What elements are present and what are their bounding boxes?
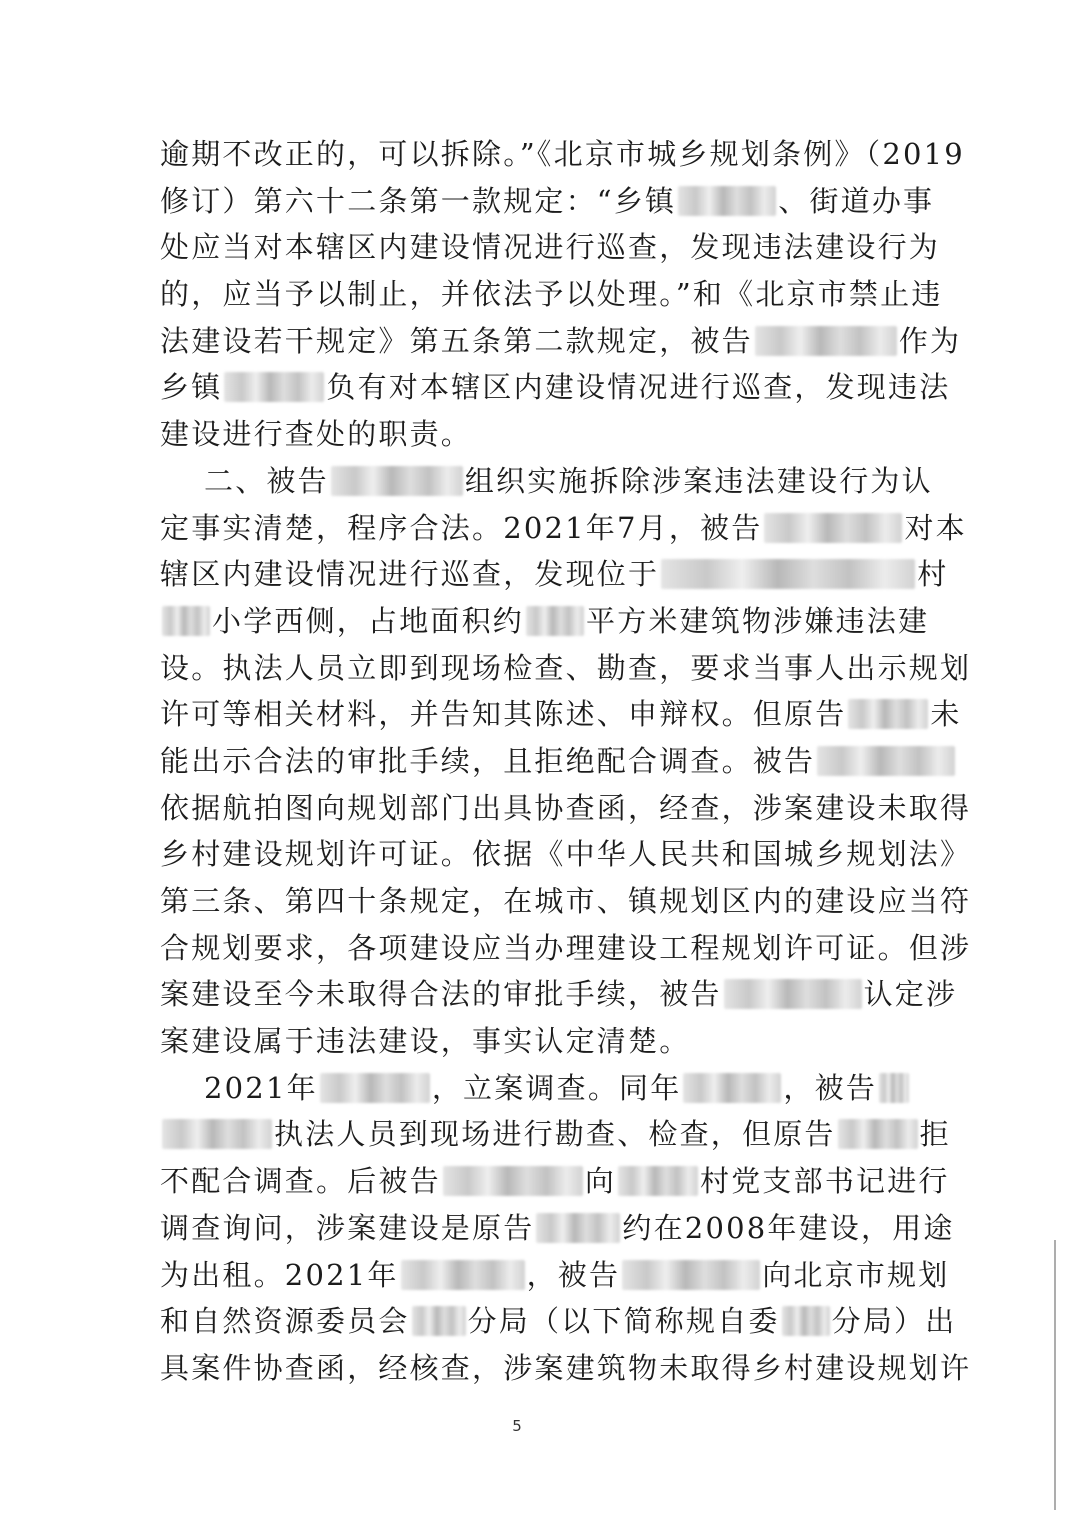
- redaction-blur: [331, 466, 463, 496]
- text-line: [160, 224, 941, 271]
- line-text: 向北京市规划: [762, 1257, 950, 1292]
- text-line: [160, 645, 972, 692]
- line-text: 处应当对本辖区内建设情况进行巡查，发现违法建设行为: [160, 230, 941, 265]
- text-line: [160, 131, 965, 178]
- redaction-blur: [443, 1166, 583, 1196]
- line-text: 二、被告: [204, 463, 329, 498]
- line-text: 拒: [919, 1117, 951, 1152]
- redaction-blur: [162, 606, 210, 636]
- line-text: 2021年: [204, 1070, 318, 1105]
- line-text: 建设进行查处的职责。: [160, 417, 473, 452]
- line-text: 负有对本辖区内建设情况进行巡查，发现违法: [326, 370, 951, 405]
- text-line: [160, 551, 949, 598]
- redaction-blur: [401, 1260, 525, 1290]
- line-text: 乡村建设规划许可证。依据《中华人民共和国城乡规划法》: [160, 837, 972, 872]
- line-text: 、街道办事: [778, 183, 935, 218]
- text-line: [160, 925, 972, 972]
- line-text: 村: [917, 557, 949, 592]
- redaction-blur: [848, 699, 928, 729]
- text-line: [160, 1111, 951, 1158]
- line-text: 平方米建筑物涉嫌违法建: [586, 603, 930, 638]
- line-text: 案建设属于违法建设，事实认定清楚。: [160, 1024, 691, 1059]
- text-line: [160, 1345, 972, 1392]
- line-text: 逾期不改正的，可以拆除。”《北京市城乡规划条例》（2019: [160, 137, 965, 171]
- line-text: 对本: [904, 510, 967, 545]
- line-text: 合规划要求，各项建设应当办理建设工程规划许可证。但涉: [160, 930, 972, 965]
- redaction-blur: [817, 746, 955, 776]
- text-line: [160, 318, 962, 365]
- redaction-blur: [755, 326, 897, 356]
- line-text: 调查询问，涉案建设是原告: [160, 1210, 535, 1245]
- text-line: [160, 1065, 920, 1112]
- text-line: [160, 178, 935, 225]
- line-text: 村党支部书记进行: [700, 1164, 950, 1199]
- text-line: [160, 1018, 920, 1065]
- redaction-blur: [879, 1073, 909, 1103]
- page-number: 5: [512, 1417, 522, 1435]
- line-text: 具案件协查函，经核查，涉案建筑物未取得乡村建设规划许: [160, 1350, 972, 1385]
- line-text: 辖区内建设情况进行巡查，发现位于: [160, 557, 660, 592]
- line-text: 依据航拍图向规划部门出具协查函，经查，涉案建设未取得: [160, 790, 972, 825]
- line-text: 许可等相关材料，并告知其陈述、申辩权。但原告: [160, 697, 847, 732]
- line-text: 和自然资源委员会: [160, 1304, 410, 1339]
- redaction-blur: [764, 513, 902, 543]
- line-text: 认定涉: [863, 977, 958, 1012]
- text-line: [160, 878, 972, 925]
- line-text: 约在2008年建设，用途: [622, 1210, 955, 1245]
- redaction-blur: [320, 1073, 430, 1103]
- text-line: [160, 1158, 950, 1205]
- line-text: 执法人员到现场进行勘查、检查，但原告: [274, 1117, 836, 1152]
- text-line: [160, 691, 962, 738]
- redaction-blur: [661, 559, 915, 589]
- text-line: [160, 785, 972, 832]
- redaction-blur: [224, 372, 324, 402]
- line-text: 分局（以下简称规自委: [467, 1304, 780, 1339]
- text-line: [160, 1252, 950, 1299]
- document-body: [160, 131, 972, 1392]
- line-text: ，被告: [526, 1257, 621, 1292]
- line-text: 组织实施拆除涉案违法建设行为认: [464, 463, 933, 498]
- line-text: 不配合调查。后被告: [160, 1164, 441, 1199]
- text-line: [160, 738, 920, 785]
- text-line: [160, 505, 967, 552]
- line-text: 的，应当予以制止，并依法予以处理。”和《北京市禁止违: [160, 277, 943, 312]
- text-line: [160, 598, 930, 645]
- line-text: 小学西侧，占地面积约: [212, 603, 525, 638]
- redaction-blur: [536, 1213, 620, 1243]
- redaction-blur: [622, 1260, 760, 1290]
- redaction-blur: [412, 1306, 466, 1336]
- redaction-blur: [838, 1119, 918, 1149]
- redaction-blur: [526, 606, 584, 636]
- redaction-blur: [618, 1166, 698, 1196]
- line-text: 第三条、第四十条规定，在城市、镇规划区内的建设应当符: [160, 884, 972, 918]
- line-text: ，被告: [783, 1070, 878, 1105]
- line-text: 分局）出: [831, 1304, 957, 1339]
- text-line: [160, 831, 972, 878]
- text-line: [160, 271, 943, 318]
- line-text: 作为: [898, 323, 962, 358]
- redaction-blur: [782, 1306, 830, 1336]
- line-text: ，立案调查。同年: [431, 1070, 682, 1105]
- line-text: 定事实清楚，程序合法。2021年7月，被告: [160, 510, 763, 545]
- redaction-blur: [683, 1073, 781, 1103]
- line-text: 修订）第六十二条第一款规定：“乡镇: [160, 183, 677, 218]
- line-text: 为出租。2021年: [160, 1257, 399, 1292]
- text-line: [160, 1298, 957, 1345]
- redaction-blur: [724, 979, 862, 1009]
- redaction-blur: [678, 186, 776, 216]
- line-text: 设。执法人员立即到现场检查、勘查，要求当事人出示规划: [160, 650, 972, 685]
- line-text: 向: [584, 1164, 617, 1199]
- text-line: [160, 971, 958, 1018]
- text-line: [160, 411, 920, 458]
- line-text: 能出示合法的审批手续，且拒绝配合调查。被告: [160, 743, 816, 778]
- text-line: [160, 458, 933, 505]
- text-line: [160, 1205, 955, 1252]
- line-text: 案建设至今未取得合法的审批手续，被告: [160, 977, 722, 1012]
- text-line: [160, 364, 951, 411]
- line-text: 未: [930, 697, 962, 732]
- scan-edge-line: [1054, 1240, 1056, 1510]
- redaction-blur: [162, 1119, 272, 1149]
- line-text: 乡镇: [160, 370, 223, 405]
- line-text: 法建设若干规定》第五条第二款规定，被告: [160, 323, 753, 358]
